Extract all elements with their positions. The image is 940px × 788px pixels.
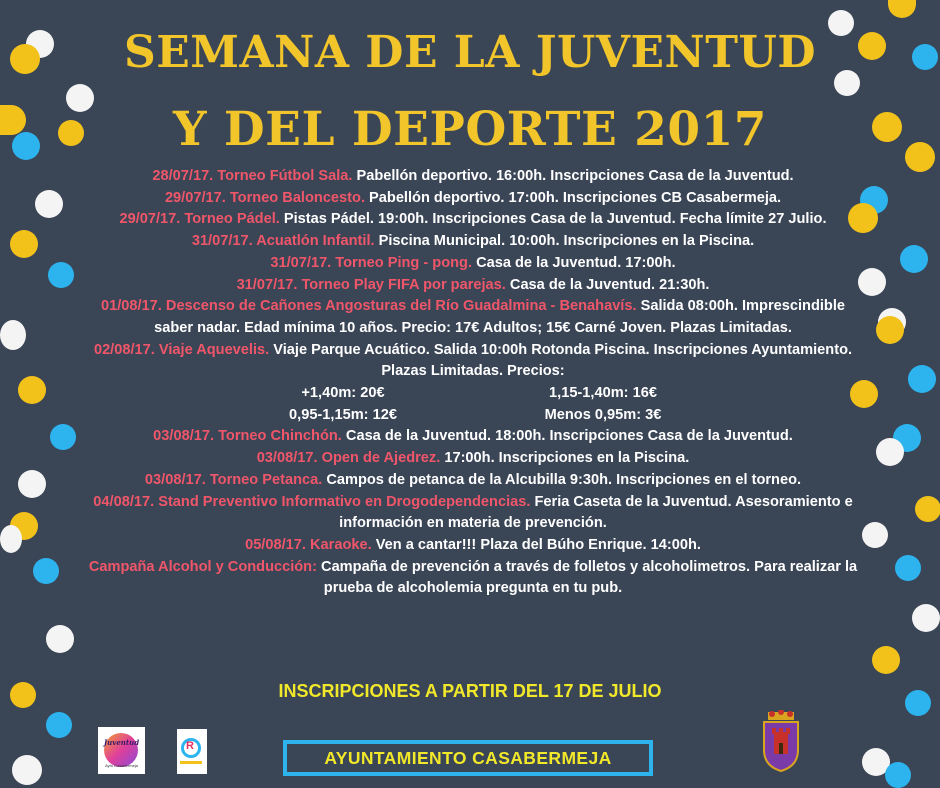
event-item: 28/07/17. Torneo Fútbol Sala. Pabellón deportivo. 16:00h. Inscripciones Casa de la Juventud.: [152, 168, 794, 184]
ayuntamiento-banner: AYUNTAMIENTO CASABERMEJA: [283, 740, 653, 776]
price-item: Menos 0,95m: 3€: [544, 406, 662, 423]
event-item: 05/08/17. Karaoke. Ven a cantar!!! Plaza del Búho Enrique. 14:00h.: [245, 536, 701, 553]
event-item: 02/08/17. Viaje Aquevelis. Viaje Parque Acuático. Salida 10:00h Rotonda Piscina. Inscripciones Ayuntamiento. Plazas Limitadas. Precios:: [93, 341, 853, 380]
event-item: 31/07/17. Torneo Play FIFA por parejas. Casa de la Juventud. 21:30h.: [236, 276, 710, 293]
sports-logo: R: [177, 729, 207, 774]
coat-of-arms-icon: [762, 710, 800, 772]
event-item: 04/08/17. Stand Preventivo Informativo en Drogodependencias. Feria Caseta de la Juventud. Asesoramiento e información en materia de prevención.: [93, 493, 853, 532]
registration-notice: INSCRIPCIONES A PARTIR DEL 17 DE JULIO: [278, 681, 662, 701]
event-item: 01/08/17. Descenso de Cañones Angosturas del Río Guadalmina - Benahavís. Salida 08:00h. Imprescindible saber nadar. Edad mínima 10 años. Precio: 17€ Adultos; 15€ Carné Joven. Plazas Limitadas.: [100, 298, 845, 336]
price-table: [213, 383, 733, 426]
price-item: 0,95-1,15m: 12€: [289, 406, 397, 423]
event-item: 03/08/17. Open de Ajedrez. 17:00h. Inscripciones en la Piscina.: [256, 450, 690, 467]
event-item: 03/08/17. Torneo Chinchón. Casa de la Juventud. 18:00h. Inscripciones Casa de la Juventud.: [153, 428, 793, 445]
price-item: 1,15-1,40m: 16€: [549, 385, 657, 402]
title-line-2: Y DEL DEPORTE 2017: [173, 102, 767, 157]
juventud-logo: Juventud Ayto Casabermeja: [98, 727, 145, 774]
event-item: 31/07/17. Torneo Ping - pong. Casa de la Juventud. 17:00h.: [270, 254, 676, 271]
event-item: 03/08/17. Torneo Petanca. Campos de petanca de la Alcubilla 9:30h. Inscripciones en el torneo.: [144, 471, 802, 488]
event-item: Campaña Alcohol y Conducción: Campaña de prevención a través de folletos y alcoholimetros. Para realizar la prueba de alcoholemia pregunta en tu pub.: [88, 558, 858, 597]
event-item: 31/07/17. Acuatlón Infantil. Piscina Municipal. 10:00h. Inscripciones en la Piscina.: [191, 233, 755, 250]
title-line-1: SEMANA DE LA JUVENTUD: [123, 27, 817, 78]
events-list: [88, 166, 858, 600]
event-item: 29/07/17. Torneo Baloncesto. Pabellón deportivo. 17:00h. Inscripciones CB Casabermeja.: [164, 189, 782, 206]
price-item: +1,40m: 20€: [301, 385, 385, 402]
event-item: 29/07/17. Torneo Pádel. Pistas Pádel. 19:00h. Inscripciones Casa de la Juventud. Fecha límite 27 Julio.: [119, 211, 827, 228]
